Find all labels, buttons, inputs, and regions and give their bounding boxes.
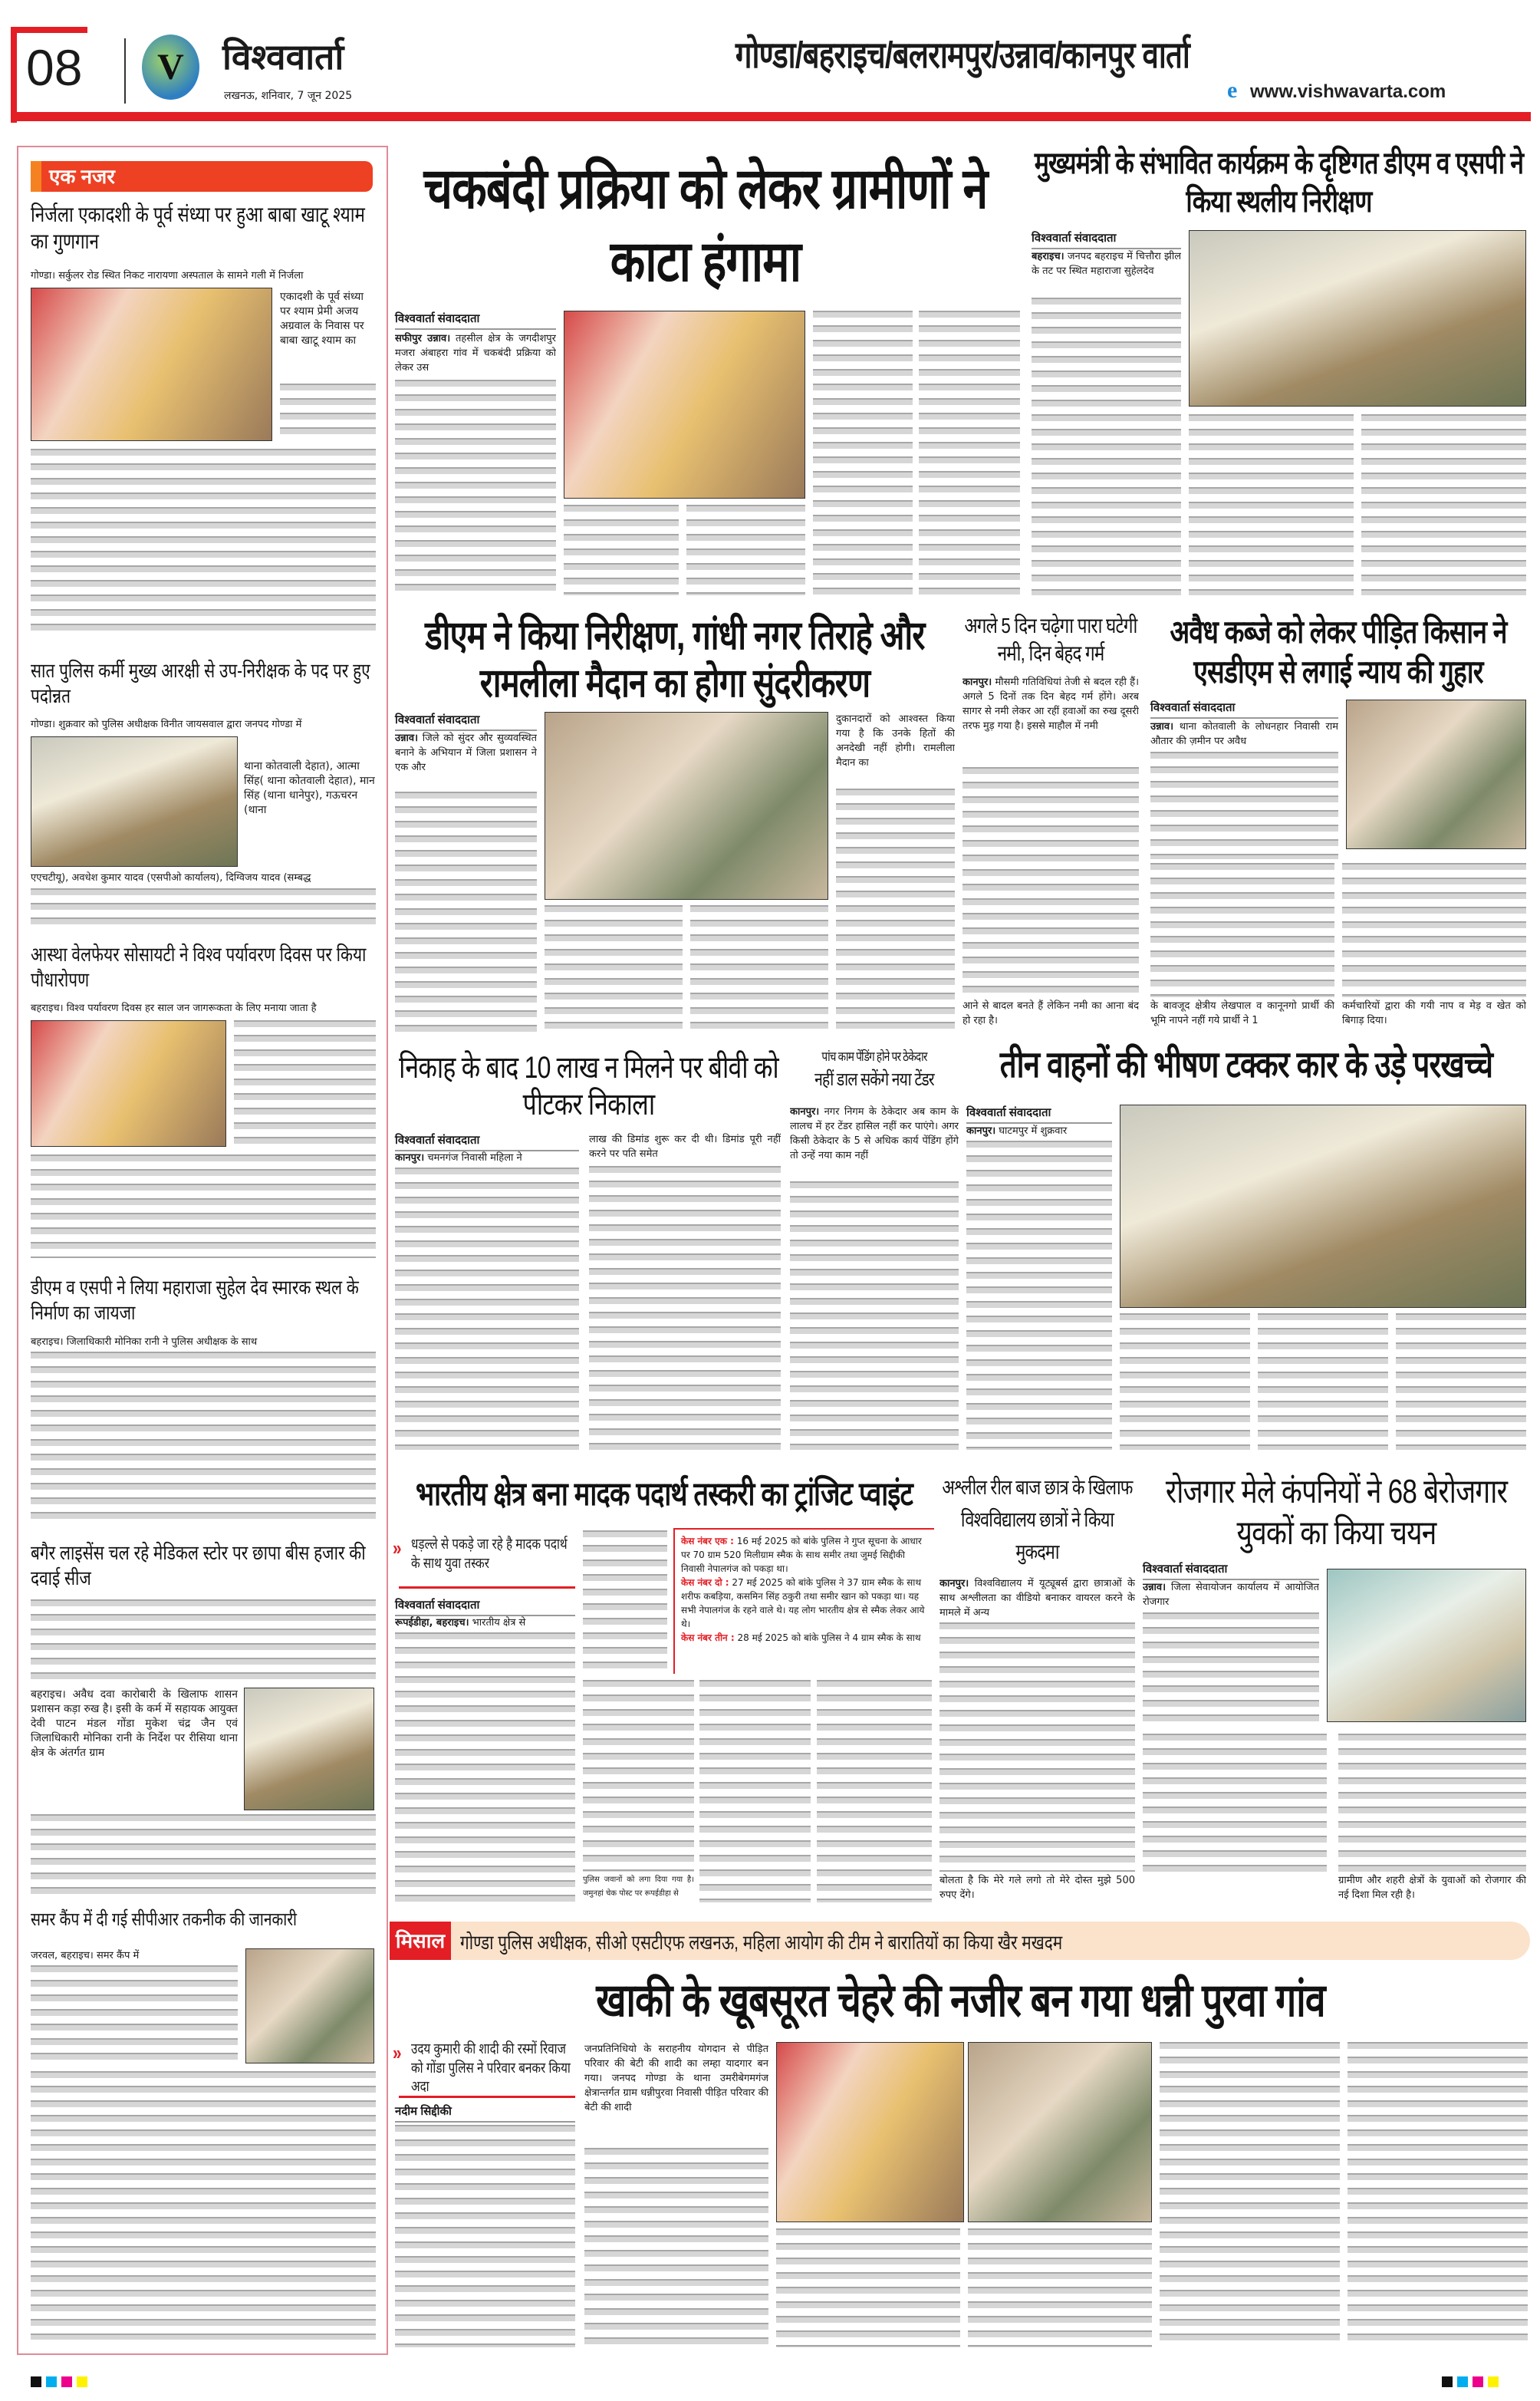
left-article-5-top-lines bbox=[31, 1599, 376, 1684]
left-article-2-lead: गोण्डा। शुक्रवार को पुलिस अधीक्षक विनीत जायसवाल द्वारा जनपद गोण्डा में bbox=[31, 719, 302, 730]
reel-lead bbox=[939, 1576, 1135, 1621]
left-article-2-photo bbox=[31, 736, 238, 867]
dm-story-headline: डीएम ने किया निरीक्षण, गांधी नगर तिराहे और रामलीला मैदान का होगा सुंदरीकरण bbox=[425, 614, 925, 706]
accident-col2-lines bbox=[1120, 1313, 1250, 1450]
accident-photo bbox=[1120, 1105, 1526, 1308]
misal-col1-lines bbox=[395, 2125, 575, 2347]
ek-nazar-text: एक नजर bbox=[49, 165, 115, 188]
registration-mark-black bbox=[1442, 2376, 1453, 2387]
left-article-3-lead: बहराइच। विश्व पर्यावरण दिवस हर साल जन जागरूकता के लिए मनाया जाता है bbox=[31, 1003, 317, 1014]
ek-nazar-label bbox=[31, 161, 373, 192]
cm-story-byline: विश्ववार्ता संवाददाता bbox=[1032, 230, 1181, 249]
job-place: उन्नाव। bbox=[1143, 1582, 1167, 1593]
left-article-1-side: एकादशी के पूर्व संध्या पर श्याम प्रेमी अजय अग्रवाल के निवास पर बाबा खाटू श्याम का bbox=[280, 291, 364, 347]
nikah-byline: विश्ववार्ता संवाददाता bbox=[395, 1132, 579, 1151]
left-article-2-body-lines bbox=[31, 888, 376, 931]
accident-col1-lines bbox=[966, 1141, 1112, 1450]
left-article-4-lead: बहराइच। जिलाधिकारी मोनिका रानी ने पुलिस अधीक्षक के साथ bbox=[31, 1336, 258, 1348]
dm-story-col3-lines bbox=[690, 905, 828, 1036]
land-story-place: उन्नाव। bbox=[1150, 721, 1174, 733]
land-story-col2-lines bbox=[1150, 863, 1334, 997]
smuggling-lead-text: भारतीय क्षेत्र से bbox=[472, 1617, 526, 1629]
smuggling-pull-quote-text: धड़ल्ले से पकड़े जा रहे है मादक पदार्थ के साथ युवा तस्कर bbox=[411, 1536, 568, 1572]
cm-story-lead-text: जनपद बहराइच में चित्तौरा झील के तट पर स्थित महाराजा सुहेलदेव bbox=[1032, 251, 1181, 277]
land-story-tail1: के बावजूद क्षेत्रीय लेखपाल व कानूनगो प्रार्थी की भूमि नापने नहीं गये प्रार्थी ने 1 bbox=[1150, 1000, 1334, 1026]
job-byline: विश्ववार्ता संवाददाता bbox=[1143, 1561, 1319, 1580]
case-1-text: 16 मई 2025 को बांके पुलिस ने गुप्त सूचना के आधार पर 70 ग्राम 520 मिलीग्राम स्मैक के साथ समीर तथा जुमई सिद्दीकी निवासी नेपालगंज को पकड़ा था। bbox=[681, 1536, 922, 1574]
land-story-lead-text: थाना कोतवाली के लोधनहार निवासी राम औतार की ज़मीन पर अवैध bbox=[1150, 721, 1338, 747]
left-article-1-headline: निर्जला एकादशी के पूर्व संध्या पर हुआ बाबा खाटू श्याम का गुणगान bbox=[31, 203, 365, 253]
left-article-1-lead: गोण्डा। सर्कुलर रोड स्थित निकट नारायणा अस्पताल के सामने गली में निर्जला bbox=[31, 270, 304, 282]
dm-story-byline: विश्ववार्ता संवाददाता bbox=[395, 712, 537, 731]
weather-headline: अगले 5 दिन चढ़ेगा पारा घटेगी नमी, दिन बेहद गर्म bbox=[964, 614, 1137, 665]
registration-mark-cyan bbox=[46, 2376, 57, 2387]
nikah-lead bbox=[395, 1151, 579, 1166]
dm-story-photo bbox=[545, 712, 828, 900]
nikah-col2-lines bbox=[589, 1166, 781, 1450]
job-col2-lines bbox=[1143, 1734, 1327, 1872]
reel-place: कानपुर। bbox=[939, 1578, 969, 1589]
smuggling-col2-lines bbox=[583, 1680, 694, 1872]
dm-story-col1-lines bbox=[395, 792, 537, 1036]
reel-body-lines bbox=[939, 1622, 1135, 1872]
left-article-1-body-lines bbox=[31, 449, 376, 637]
job-headline: रोजगार मेले कंपनियों ने 68 बेरोजगार युवकों का किया चयन bbox=[1165, 1473, 1508, 1552]
tender-body-lines bbox=[790, 1181, 959, 1450]
left-article-5-headline: बगैर लाइसेंस चल रहे मेडिकल स्टोर पर छापा बीस हजार की दवाई सीज bbox=[31, 1541, 366, 1589]
header-rule-bottom bbox=[11, 112, 1531, 121]
registration-mark-cyan bbox=[1457, 2376, 1468, 2387]
accident-byline: विश्ववार्ता संवाददाता bbox=[966, 1105, 1112, 1124]
misal-col2-lines bbox=[584, 2148, 768, 2347]
lead-story-col1-lines bbox=[395, 380, 556, 594]
ie-globe-icon: e bbox=[1227, 77, 1238, 103]
lead-story-headline: चकबंदी प्रक्रिया को लेकर ग्रामीणों ने काटा हंगामा bbox=[423, 156, 988, 293]
smuggling-lead bbox=[395, 1615, 575, 1631]
tender-lead-text: नगर निगम के ठेकेदार अब काम के लालच में हर टेंडर हासिल नहीं कर पाएंगे। अगर किसी ठेकेदार के 5 से अधिक कार्य पेंडिंग होंगे तो उन्हें नया काम नहीं bbox=[790, 1106, 959, 1161]
lead-story-col3-lines bbox=[686, 505, 805, 595]
weather-lead-text: मौसमी गतिविधियां तेजी से बदल रही हैं। अगले 5 दिनों तक दिन बेहद गर्म होंगे। अरब सागर से नमी लेकर आ रहीं हवाओं का रुख दूसरी तरफ मुड़ गया है। इससे माहौल में नमी bbox=[962, 677, 1139, 732]
case-1 bbox=[681, 1534, 931, 1576]
job-col1-lines bbox=[1143, 1612, 1319, 1727]
smuggling-side-lines bbox=[583, 1530, 667, 1672]
accident-headline: तीन वाहनों की भीषण टक्कर कार के उड़े परखच्चे bbox=[999, 1045, 1493, 1085]
misal-headline: खाकी के खूबसूरत चेहरे की नजीर बन गया धन्नी पुरवा गांव bbox=[596, 1974, 1325, 2026]
chevron-right-icon: » bbox=[393, 1536, 402, 1559]
misal-strap-text: गोण्डा पुलिस अधीक्षक, सीओ एसटीएफ लखनऊ, महिला आयोग की टीम ने बारातियों का किया खैर मखदम bbox=[460, 1931, 1063, 1954]
land-story-lead bbox=[1150, 720, 1338, 750]
nikah-col1-lines bbox=[395, 1168, 579, 1450]
misal-col4-lines bbox=[968, 2228, 1152, 2347]
cm-story-col3-lines bbox=[1361, 414, 1526, 595]
header-rule-left bbox=[11, 27, 17, 123]
misal-pull-quote-text: उदय कुमारी की शादी की रस्मों रिवाज को गोंडा पुलिस ने परिवार बनकर किया अदा bbox=[411, 2041, 571, 2096]
tender-headline: नहीं डाल सकेंगे नया टेंडर bbox=[814, 1069, 934, 1090]
lead-story-lead bbox=[395, 331, 556, 377]
job-col3-lines bbox=[1338, 1734, 1526, 1872]
misal-pull-quote bbox=[393, 2040, 577, 2097]
left-article-5-lead: बहराइच। अवैध दवा कारोबारी के खिलाफ शासन प्रशासन कड़ा रुख है। इसी के कर्म में सहायक आयुक्त देवी पाटन मंडल गोंडा मुकेश चंद्र जैन एवं जिलाधिकारी मोनिका रानी के निर्देश पर रीसिया थाना क्षेत्र के अंतर्गत ग्राम bbox=[31, 1688, 238, 1759]
page-number: 08 bbox=[26, 39, 83, 96]
accident-lead-text: घाटमपुर में शुक्रवार bbox=[999, 1125, 1068, 1137]
job-photo bbox=[1327, 1569, 1526, 1722]
brand-name: विश्ववार्ता bbox=[222, 37, 344, 77]
cm-story-lead bbox=[1032, 249, 1181, 294]
case-1-label: केस नंबर एक : bbox=[681, 1536, 734, 1546]
misal-col6-lines bbox=[1348, 2042, 1528, 2347]
smuggling-pull-quote bbox=[393, 1536, 577, 1573]
section-title: गोण्डा/बहराइच/बलरामपुर/उन्नाव/कानपुर वार्ता bbox=[735, 35, 1190, 76]
tender-lead bbox=[790, 1105, 959, 1180]
left-article-4-headline: डीएम व एसपी ने लिया महाराजा सुहेल देव स्मारक स्थल के निर्माण का जायजा bbox=[31, 1276, 359, 1324]
reel-lead-text: विश्वविद्यालय में यूट्यूबर्स द्वारा छात्राओं के साथ अश्लीलता का वीडियो बनाकर वायरल करने के मामले में अन्य bbox=[939, 1578, 1135, 1619]
left-article-2-body: एएचटीयू), अवधेश कुमार यादव (एसपीओ कार्यालय), दिग्विजय यादव (सम्बद्ध bbox=[31, 872, 311, 884]
tender-place: कानपुर। bbox=[790, 1106, 820, 1118]
left-article-3-headline: आस्था वेलफेयर सोसायटी ने विश्व पर्यावरण दिवस पर किया पौधारोपण bbox=[31, 943, 367, 991]
nikah-headline: निकाह के बाद 10 लाख न मिलने पर बीवी को पीटकर निकाला bbox=[399, 1051, 778, 1121]
case-3-text: 28 मई 2025 को बांके पुलिस ने 4 ग्राम स्मैक के साथ bbox=[737, 1632, 921, 1643]
lead-story-col2-lines bbox=[564, 505, 679, 595]
lead-story-lead-text: तहसील क्षेत्र के जगदीशपुर मजरा अंबाहरा गांव में चकबंदी प्रक्रिया को लेकर उस bbox=[395, 333, 556, 374]
registration-mark-magenta bbox=[61, 2376, 72, 2387]
dateline: लखनऊ, शनिवार, 7 जून 2025 bbox=[224, 90, 353, 102]
registration-mark-yellow bbox=[77, 2376, 87, 2387]
smuggling-quote-rule bbox=[399, 1586, 575, 1589]
weather-body-lines bbox=[962, 767, 1139, 997]
smuggling-byline: विश्ववार्ता संवाददाता bbox=[395, 1597, 575, 1616]
dm-story-lead bbox=[395, 731, 537, 789]
case-box bbox=[673, 1528, 934, 1674]
weather-place: कानपुर। bbox=[962, 677, 992, 688]
misal-photo-1 bbox=[776, 2042, 964, 2222]
accident-lead bbox=[966, 1124, 1112, 1139]
left-article-1-photo bbox=[31, 288, 272, 441]
case-3 bbox=[681, 1631, 931, 1645]
job-lead bbox=[1143, 1580, 1319, 1611]
left-article-4-body-lines bbox=[31, 1352, 376, 1522]
misal-col5-lines bbox=[1160, 2042, 1340, 2347]
header-rule-top bbox=[11, 27, 87, 33]
accident-place: कानपुर। bbox=[966, 1125, 996, 1137]
land-story-byline: विश्ववार्ता संवाददाता bbox=[1150, 700, 1338, 719]
tender-kicker: पांच काम पेंडिंग होने पर ठेकेदार bbox=[821, 1049, 927, 1064]
smuggling-headline: भारतीय क्षेत्र बना मादक पदार्थ तस्करी का ट्रांजिट प्वाइंट bbox=[416, 1476, 913, 1513]
lead-story-photo bbox=[564, 311, 805, 499]
brand-logo: V bbox=[142, 35, 199, 100]
accident-col3-lines bbox=[1258, 1313, 1388, 1450]
accident-col4-lines bbox=[1396, 1313, 1526, 1450]
left-article-6-lead: जरवल, बहराइच। समर कैंप में bbox=[31, 1950, 140, 1961]
smuggling-tail: पुलिस जवानों को लगा दिया गया है। जमुनहां चेक पोस्ट पर रूपईडीहा से bbox=[583, 1876, 694, 1898]
cm-story-col2-lines bbox=[1189, 414, 1354, 595]
misal-byline: नदीम सिद्दीकी bbox=[395, 2103, 575, 2123]
left-article-3-body-lines bbox=[31, 1154, 376, 1258]
land-story-photo bbox=[1346, 700, 1526, 849]
cm-story-col1-lines bbox=[1032, 298, 1181, 595]
left-article-6-headline: समर कैंप में दी गई सीपीआर तकनीक की जानकारी bbox=[31, 1909, 298, 1930]
misal-col2: जनप्रतिनिधियो के सराहनीय योगदान से पीड़ित परिवार की बेटी की शादी का लम्हा यादगार बन गया। जनपद गोण्डा के थाना उमरीबेगमगंज क्षेत्रान्तर्गत ग्राम धन्नीपुरवा निवासी पीड़ित परिवार की बेटी की शादी bbox=[584, 2044, 768, 2113]
left-article-6-side-lines bbox=[31, 1965, 238, 2065]
smuggling-col3-lines bbox=[699, 1680, 811, 1902]
registration-mark-yellow bbox=[1488, 2376, 1499, 2387]
left-article-5-body-lines bbox=[31, 1814, 376, 1895]
lead-story-col4-lines bbox=[813, 311, 913, 594]
dm-story-col2-lines bbox=[545, 905, 683, 1036]
reel-headline: अश्लील रील बाज छात्र के खिलाफ विश्वविद्यालय छात्रों ने किया मुकदमा bbox=[942, 1476, 1133, 1563]
left-article-3-photo bbox=[31, 1020, 226, 1147]
cm-story-headline: मुख्यमंत्री के संभावित कार्यक्रम के दृष्टिगत डीएम व एसपी ने किया स्थलीय निरीक्षण bbox=[1034, 147, 1524, 219]
smuggling-place: रूपईडीहा, बहराइच। bbox=[395, 1617, 469, 1629]
left-article-6-body-lines bbox=[31, 2071, 376, 2340]
dm-story-side: दुकानदारों को आश्वस्त किया गया है कि उनके हितों की अनदेखी नहीं होगी। रामलीला मैदान का bbox=[836, 713, 955, 769]
header-divider bbox=[124, 38, 126, 104]
lead-story-col5-lines bbox=[919, 311, 1020, 594]
website-link[interactable]: www.vishwavarta.com bbox=[1250, 81, 1446, 102]
left-article-3-side-lines bbox=[234, 1020, 376, 1147]
left-article-2-side: थाना कोतवाली देहात), आत्मा सिंह( थाना कोतवाली देहात), मान सिंह (थाना धानेपुर), गऊचरन (थाना bbox=[244, 760, 375, 816]
weather-lead bbox=[962, 675, 1139, 764]
nikah-place: कानपुर। bbox=[395, 1152, 425, 1164]
dm-story-col4-lines bbox=[836, 789, 955, 1036]
dm-story-lead-text: जिले को सुंदर और सुव्यवस्थित बनाने के अभियान में जिला प्रशासन ने एक और bbox=[395, 733, 537, 773]
job-tail: ग्रामीण और शहरी क्षेत्रों के युवाओं को रोजगार की नई दिशा मिल रही है। bbox=[1338, 1875, 1526, 1901]
lead-story-place: सफीपुर उन्नाव। bbox=[395, 333, 451, 344]
case-3-label: केस नंबर तीन : bbox=[681, 1632, 735, 1643]
land-story-col3-lines bbox=[1342, 863, 1526, 997]
left-article-6-photo bbox=[245, 1948, 374, 2063]
case-2-label: केस नंबर दो : bbox=[681, 1577, 729, 1588]
left-article-2-headline: सात पुलिस कर्मी मुख्य आरक्षी से उप-निरीक्षक के पद पर हुए पदोन्नत bbox=[31, 659, 370, 707]
case-2-text: 27 मई 2025 को बांके पुलिस ने 37 ग्राम स्मैक के साथ शरीफ कबड़िया, कसमिन सिंह ठकुरी तथा समीर खान को पकड़ा था। यह सभी नेपालगंज के रहने वाले थे। यह लोग भारतीय क्षेत्र से स्मैक लेकर आये थे। bbox=[681, 1577, 925, 1629]
cm-story-photo bbox=[1189, 230, 1526, 407]
lead-story-byline: विश्ववार्ता संवाददाता bbox=[395, 311, 556, 330]
left-article-1-text-lines bbox=[280, 384, 376, 442]
misal-col3-lines bbox=[776, 2228, 960, 2347]
nikah-lead-text: चमनगंज निवासी महिला ने bbox=[427, 1152, 522, 1164]
dm-story-place: उन्नाव। bbox=[395, 733, 419, 744]
case-2 bbox=[681, 1576, 931, 1631]
weather-tail: आने से बादल बनते हैं लेकिन नमी का आना बंद हो रहा है। bbox=[962, 1000, 1139, 1026]
reel-tail: बोलता है कि मेरे गले लगो तो मेरे दोस्त मुझे 500 रुपए देंगे। bbox=[939, 1875, 1135, 1901]
land-story-col1-lines bbox=[1150, 752, 1338, 859]
smuggling-col4-lines bbox=[817, 1680, 932, 1902]
registration-mark-magenta bbox=[1473, 2376, 1483, 2387]
job-lead-text: जिला सेवायोजन कार्यालय में आयोजित रोजगार bbox=[1143, 1582, 1319, 1608]
land-story-tail2: कर्मचारियों द्वारा की गयी नाप व मेड़ व खेत को बिगाड़ दिया। bbox=[1342, 1000, 1526, 1026]
misal-photo-2 bbox=[968, 2042, 1152, 2222]
registration-mark-black bbox=[31, 2376, 41, 2387]
chevron-right-icon: » bbox=[393, 2041, 402, 2064]
misal-label: मिसाल bbox=[390, 1922, 451, 1960]
land-story-headline: अवैध कब्जे को लेकर पीड़ित किसान ने एसडीएम से लगाई न्याय की गुहार bbox=[1170, 614, 1507, 690]
left-article-5-photo bbox=[244, 1688, 374, 1810]
smuggling-col1-lines bbox=[395, 1632, 575, 1902]
cm-story-place: बहराइच। bbox=[1032, 251, 1065, 262]
nikah-col2: लाख की डिमांड शुरू कर दी थी। डिमांड पूरी नहीं करने पर पति समेत bbox=[589, 1134, 781, 1160]
